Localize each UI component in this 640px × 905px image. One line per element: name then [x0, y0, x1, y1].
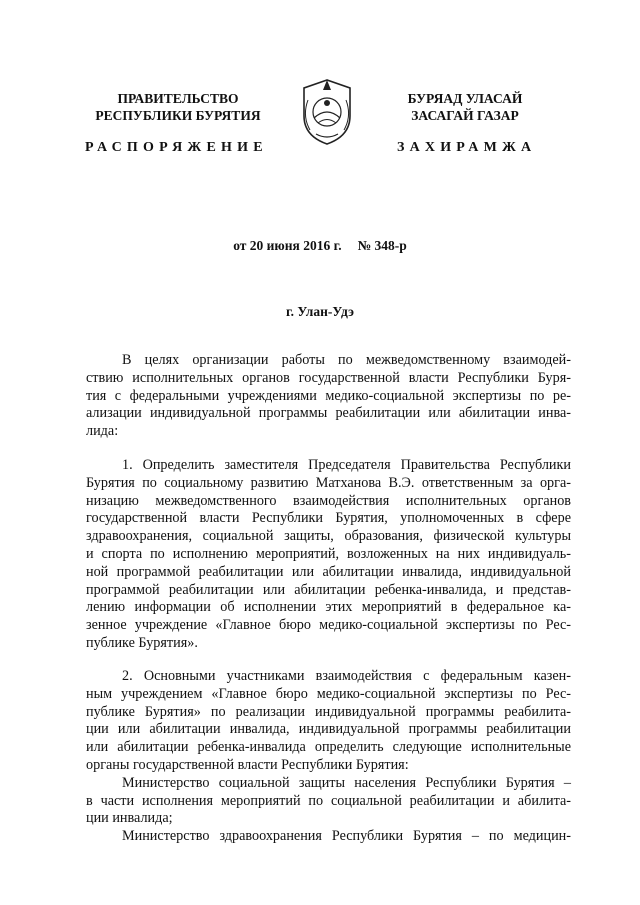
- document-date: от 20 июня 2016 г.: [233, 238, 342, 253]
- text-line: в части исполнения мероприятий по социальной реабилитации и абилита-: [86, 792, 571, 809]
- text-line: Бурятия по социальному развитию Матханова В.Э. ответственным за орга-: [86, 474, 571, 491]
- text-line: и спорта по исполнению мероприятий, возложенных на них индивидуаль-: [86, 545, 571, 562]
- text-line: лида:: [86, 423, 119, 440]
- document-city: г. Улан-Удэ: [286, 304, 354, 319]
- text-line: ным учреждением «Главное бюро медико-социальной экспертизы по Рес-: [86, 685, 571, 702]
- text-line: ализации индивидуальной программы реабилитации или абилитации инва-: [86, 405, 571, 422]
- text-line: Министерство здравоохранения Республики Бурятия – по медицин-: [122, 828, 571, 845]
- text-line: ции или абилитации инвалида, индивидуальной программы реабилитации: [86, 721, 571, 738]
- text-line: В целях организации работы по межведомственному взаимодей-: [122, 352, 571, 368]
- text-line: здравоохранения, социальной защиты, образования, физической культуры: [86, 528, 571, 545]
- item-1-paragraph: [86, 457, 571, 653]
- intro-paragraph: [86, 352, 571, 441]
- document-number: № 348-р: [357, 238, 407, 253]
- document-dateline: [0, 238, 640, 254]
- text-line: ствию исполнительных органов государственной власти Республики Буря-: [86, 369, 571, 386]
- text-line: органы государственной власти Республики Бурятия:: [86, 756, 409, 773]
- text-line: публике Бурятия» по реализации индивидуальной программы реабилита-: [86, 703, 571, 720]
- text-line: ции инвалида;: [86, 810, 173, 827]
- doctype-left: РАСПОРЯЖЕНИЕ: [85, 140, 268, 155]
- text-line: Министерство социальной защиты населения Республики Бурятия –: [122, 774, 571, 791]
- doctype-right: ЗАХИРАМЖА: [397, 140, 537, 155]
- item-2-paragraph: [86, 668, 571, 846]
- text-line: зенное учреждение «Главное бюро медико-социальной экспертизы по Рес-: [86, 617, 571, 634]
- header-right: [370, 90, 560, 124]
- coat-of-arms-icon: [296, 76, 358, 148]
- text-line: публике Бурятия».: [86, 634, 198, 651]
- header-right-line1: БУРЯАД УЛАСАЙ: [407, 91, 523, 106]
- header-left-line1: ПРАВИТЕЛЬСТВО: [117, 91, 239, 106]
- text-line: тия с федеральными учреждениями медико-социальной экспертизы по ре-: [86, 387, 571, 404]
- text-line: 2. Основными участниками взаимодействия с федеральным казен-: [122, 668, 571, 684]
- text-line: 1. Определить заместителя Председателя Правительства Республики: [122, 457, 571, 473]
- text-line: низацию межведомственного взаимодействия исполнительных органов: [86, 492, 571, 509]
- text-line: государственной власти Республики Бурятия, уполномоченных в сфере: [86, 510, 571, 527]
- header-left-line2: РЕСПУБЛИКИ БУРЯТИЯ: [95, 108, 261, 123]
- text-line: ной программой реабилитации или абилитации инвалида, индивидуальной: [86, 563, 571, 580]
- header-left: [78, 90, 278, 124]
- text-line: программой реабилитации или абилитации ребенка-инвалида, и представ-: [86, 581, 571, 598]
- text-line: или абилитации ребенка-инвалида определить следующие исполнительные: [86, 739, 571, 756]
- header-right-line2: ЗАСАГАЙ ГАЗАР: [411, 108, 519, 123]
- text-line: лению информации об исполнении этих мероприятий в федеральное ка-: [86, 599, 571, 616]
